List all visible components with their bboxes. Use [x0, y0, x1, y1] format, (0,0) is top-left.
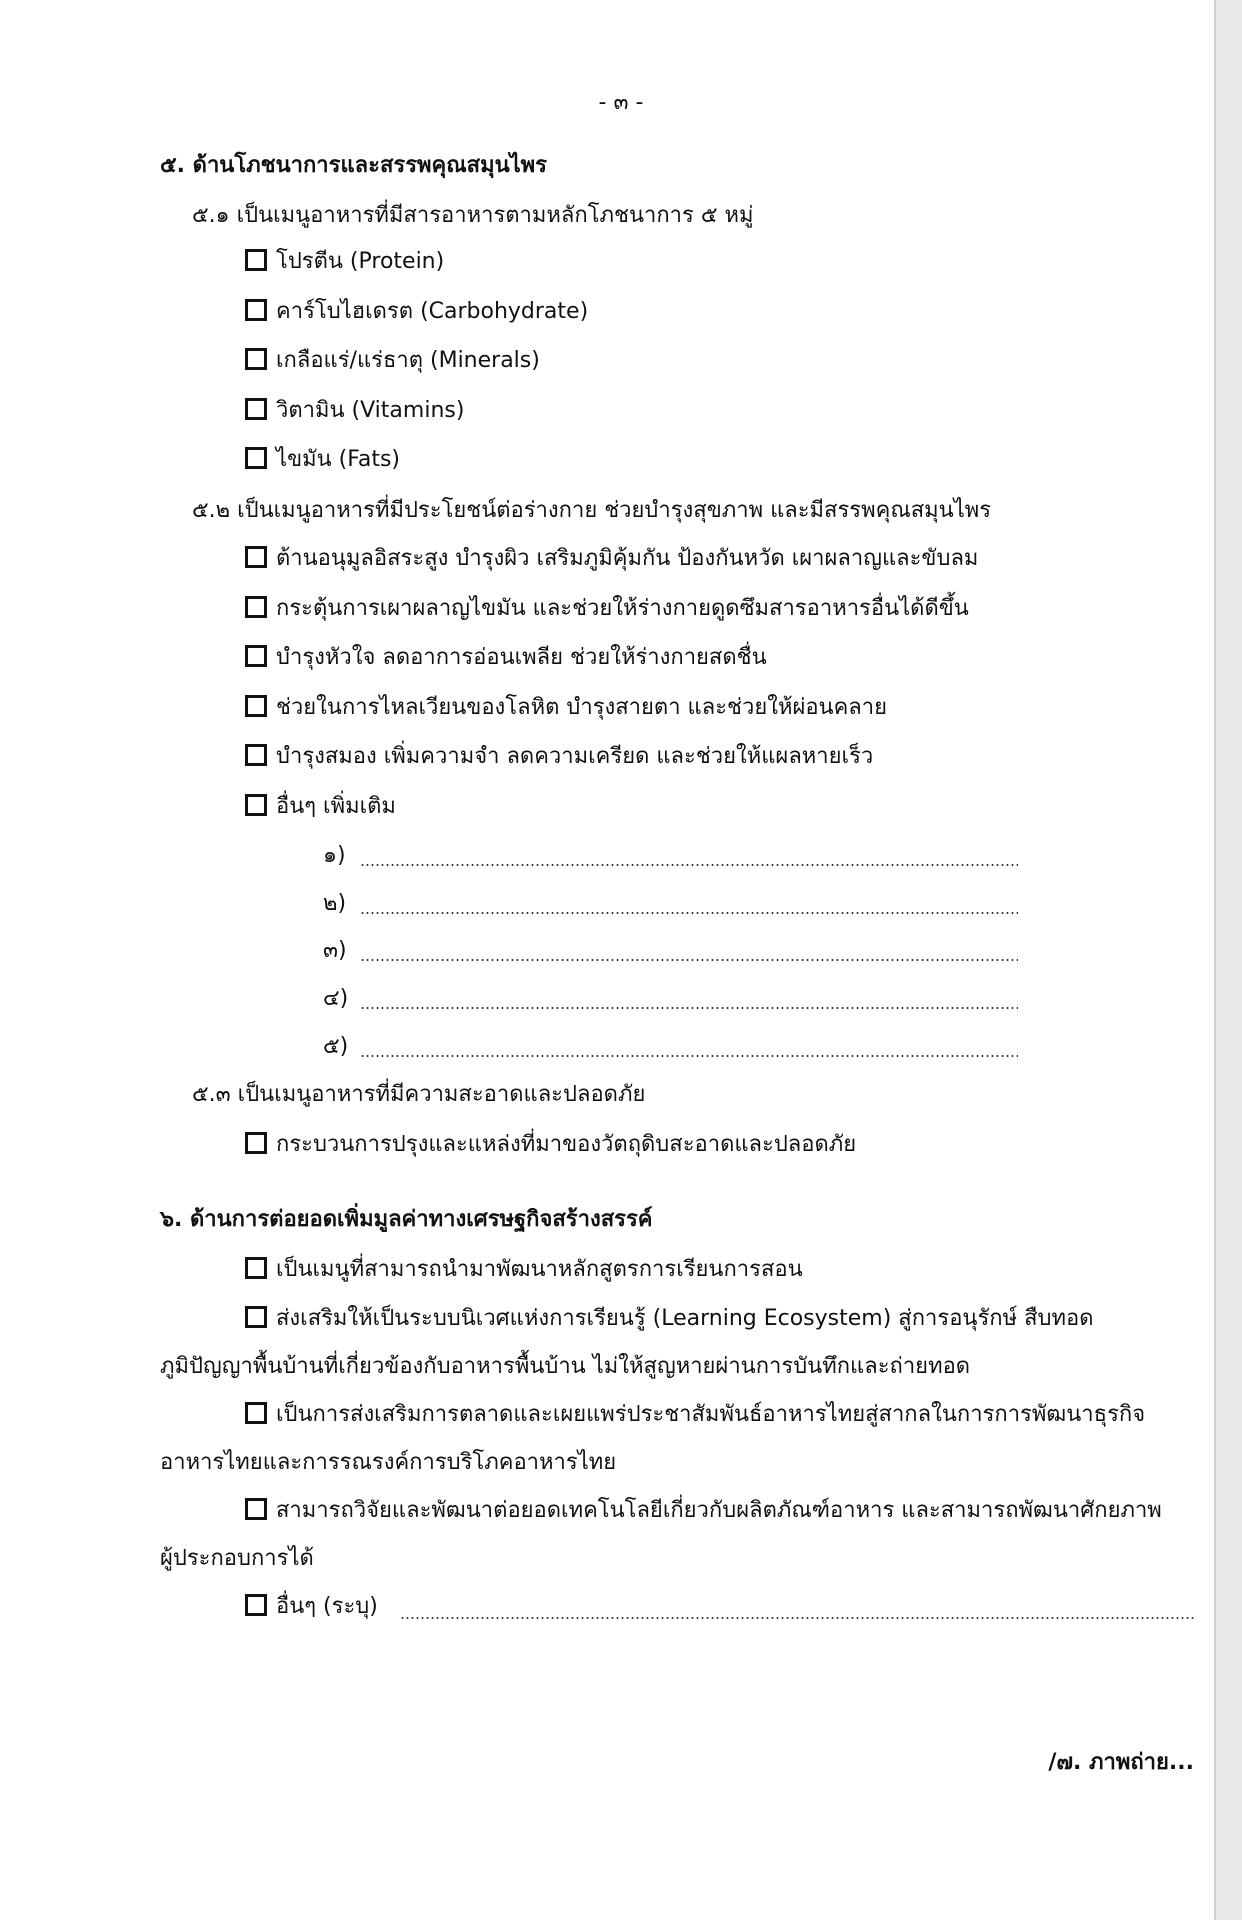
checkbox-icon[interactable]	[245, 794, 267, 816]
checkbox-icon[interactable]	[245, 1132, 267, 1154]
scan-edge	[1214, 0, 1242, 1920]
blank-label: ๑)	[323, 843, 346, 868]
subsection-5-1-title: ๕.๑ เป็นเมนูอาหารที่มีสารอาหารตามหลักโภชนาการ ๕ หมู่	[192, 203, 754, 228]
fill-in-line[interactable]	[360, 912, 1018, 914]
checkbox-icon[interactable]	[245, 348, 267, 370]
blank-label: ๕)	[323, 1034, 349, 1059]
section-6-heading: ๖. ด้านการต่อยอดเพิ่มมูลค่าทางเศรษฐกิจสร้างสรรค์	[160, 1207, 653, 1232]
blank-label: ๔)	[323, 986, 349, 1011]
checkbox-item[interactable]: เกลือแร่/แร่ธาตุ (Minerals)	[245, 346, 540, 376]
checkbox-item[interactable]: เป็นเมนูที่สามารถนำมาพัฒนาหลักสูตรการเรียนการสอน	[245, 1255, 803, 1285]
checkbox-item[interactable]: กระตุ้นการเผาผลาญไขมัน และช่วยให้ร่างกายดูดซึมสารอาหารอื่นได้ดีขึ้น	[245, 594, 969, 624]
checkbox-icon[interactable]	[245, 1257, 267, 1279]
checkbox-icon[interactable]	[245, 744, 267, 766]
checkbox-item[interactable]: ส่งเสริมให้เป็นระบบนิเวศแห่งการเรียนรู้ (Learning Ecosystem) สู่การอนุรักษ์ สืบทอด	[245, 1304, 1093, 1334]
fill-in-line[interactable]	[360, 864, 1018, 866]
fill-in-line[interactable]	[400, 1617, 1195, 1619]
checkbox-icon[interactable]	[245, 1306, 267, 1328]
checkbox-item[interactable]: ไขมัน (Fats)	[245, 445, 400, 475]
fill-in-line[interactable]	[360, 1007, 1018, 1009]
checkbox-item[interactable]: คาร์โบไฮเดรต (Carbohydrate)	[245, 297, 588, 327]
paragraph-continuation: อาหารไทยและการรณรงค์การบริโภคอาหารไทย	[160, 1450, 617, 1475]
page-number: - ๓ -	[598, 90, 644, 115]
fill-in-line[interactable]	[360, 959, 1018, 961]
checkbox-item[interactable]: อื่นๆ เพิ่มเติม	[245, 792, 396, 822]
section-5-heading: ๕. ด้านโภชนาการและสรรพคุณสมุนไพร	[160, 153, 547, 178]
subsection-5-3-title: ๕.๓ เป็นเมนูอาหารที่มีความสะอาดและปลอดภัย	[192, 1082, 646, 1107]
checkbox-icon[interactable]	[245, 645, 267, 667]
checkbox-item[interactable]: โปรตีน (Protein)	[245, 247, 444, 277]
checkbox-item[interactable]: ต้านอนุมูลอิสระสูง บำรุงผิว เสริมภูมิคุ้มกัน ป้องกันหวัด เผาผลาญและขับลม	[245, 544, 978, 574]
checkbox-icon[interactable]	[245, 249, 267, 271]
fill-in-line[interactable]	[360, 1055, 1018, 1057]
blank-label: ๓)	[323, 938, 347, 963]
checkbox-icon[interactable]	[245, 546, 267, 568]
checkbox-icon[interactable]	[245, 1402, 267, 1424]
checkbox-item[interactable]: บำรุงสมอง เพิ่มความจำ ลดความเครียด และช่วยให้แผลหายเร็ว	[245, 742, 873, 772]
continuation-footer: /๗. ภาพถ่าย...	[1048, 1750, 1194, 1775]
checkbox-item[interactable]: กระบวนการปรุงและแหล่งที่มาของวัตถุดิบสะอาดและปลอดภัย	[245, 1130, 856, 1160]
blank-label: ๒)	[323, 891, 347, 916]
checkbox-icon[interactable]	[245, 1498, 267, 1520]
checkbox-icon[interactable]	[245, 1594, 267, 1616]
checkbox-icon[interactable]	[245, 596, 267, 618]
checkbox-item[interactable]: บำรุงหัวใจ ลดอาการอ่อนเพลีย ช่วยให้ร่างกายสดชื่น	[245, 643, 767, 673]
checkbox-icon[interactable]	[245, 447, 267, 469]
checkbox-item[interactable]: วิตามิน (Vitamins)	[245, 396, 464, 426]
paragraph-continuation: ภูมิปัญญาพื้นบ้านที่เกี่ยวข้องกับอาหารพื้นบ้าน ไม่ให้สูญหายผ่านการบันทึกและถ่ายทอด	[160, 1354, 971, 1379]
checkbox-item[interactable]: ช่วยในการไหลเวียนของโลหิต บำรุงสายตา และช่วยให้ผ่อนคลาย	[245, 693, 887, 723]
paragraph-continuation: ผู้ประกอบการได้	[160, 1546, 314, 1571]
checkbox-icon[interactable]	[245, 398, 267, 420]
checkbox-icon[interactable]	[245, 695, 267, 717]
checkbox-item[interactable]: เป็นการส่งเสริมการตลาดและเผยแพร่ประชาสัมพันธ์อาหารไทยสู่สากลในการการพัฒนาธุรกิจ	[245, 1400, 1145, 1430]
subsection-5-2-title: ๕.๒ เป็นเมนูอาหารที่มีประโยชน์ต่อร่างกาย ช่วยบำรุงสุขภาพ และมีสรรพคุณสมุนไพร	[192, 498, 992, 523]
checkbox-icon[interactable]	[245, 299, 267, 321]
checkbox-item[interactable]: สามารถวิจัยและพัฒนาต่อยอดเทคโนโลยีเกี่ยวกับผลิตภัณฑ์อาหาร และสามารถพัฒนาศักยภาพ	[245, 1496, 1162, 1526]
checkbox-item[interactable]: อื่นๆ (ระบุ)	[245, 1592, 378, 1622]
